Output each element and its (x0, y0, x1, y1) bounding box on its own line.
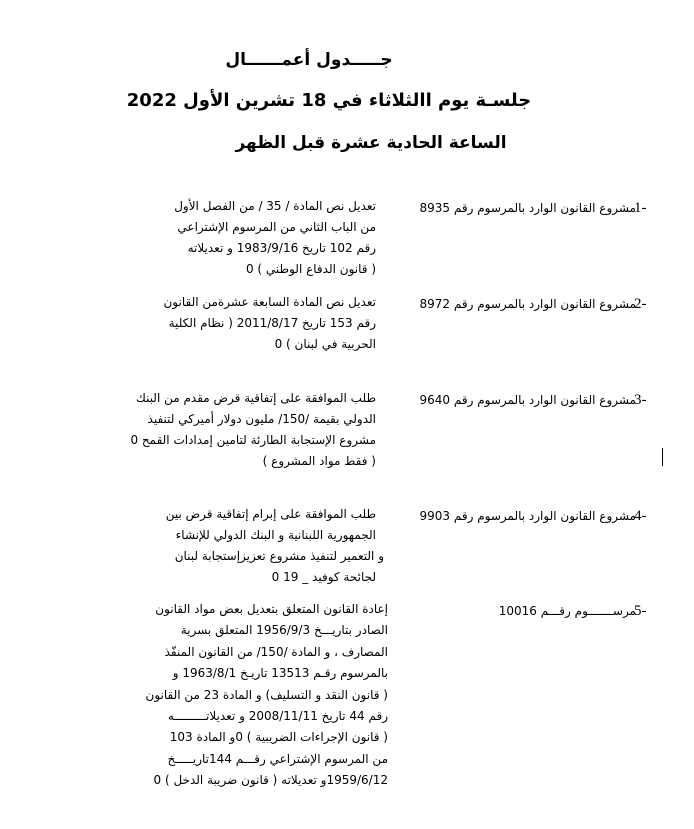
description-line: 1959/6/12و تعديلاته ( قانون ضريبة الدخل ) 0 (153, 773, 388, 788)
description-line: رقم 153 تاريخ 2011/8/17 ( نظام الكلية (168, 316, 376, 330)
text-cursor (662, 448, 663, 466)
item-number: 5- (634, 603, 647, 619)
item-label: مشروع القانون الوارد بالمرسوم رقم 8972 (419, 297, 636, 311)
description-line: مشروع الإستجابة الطارئة لتامين إمدادات القمح 0 (130, 433, 376, 447)
description-line: تعديل نص المادة السابعة عشرةمن القانون (163, 295, 376, 309)
description-line: من المرسوم الإشتراعي رقـــم 144تاريـــــخ (167, 751, 388, 766)
description-line: ( قانون النقد و التسليف) و المادة 23 من القانون (145, 687, 388, 702)
item-description (76, 388, 376, 472)
item-description (76, 292, 376, 355)
description-line: طلب الموافقة على إبرام إتفاقية قرض بين (165, 507, 376, 521)
description-line: طلب الموافقة على إتفاقية قرض مقدم من البنك (135, 391, 376, 405)
item-label: مرســـــــوم رقـــم 10016 (498, 604, 636, 618)
item-label: مشروع القانون الوارد بالمرسوم رقم 9640 (419, 393, 636, 407)
item-number: 1- (634, 200, 647, 216)
description-line: الحربية في لبنان ) 0 (274, 337, 376, 351)
item-description (76, 504, 384, 588)
description-line: الجمهورية اللبنانية و البنك الدولي للإنشاء (175, 528, 376, 542)
session-date-heading: جلسـة يوم االثلاثاء في 18 تشرين الأول 2022 (126, 90, 532, 111)
description-line: الدولي بقيمة /150/ مليون دولار أميركي لتنفيذ (147, 412, 376, 426)
description-line: الصادر بتاريـــخ 1956/9/3 المتعلق بسرية (180, 623, 388, 638)
item-number: 2- (634, 296, 647, 312)
description-line: من الباب الثاني من المرسوم الإشتراعي (177, 220, 376, 234)
item-number: 4- (634, 508, 647, 524)
description-line: بالمرسوم رقـم 13513 تاريـخ 1963/8/1 و (172, 666, 388, 681)
description-line: رقم 44 تاريخ 2008/11/11 و تعديلاتـــــــــه (167, 709, 388, 724)
session-time-heading: الساعة الحادية عشرة قبل الظهر (235, 133, 507, 153)
item-label: مشروع القانون الوارد بالمرسوم رقم 9903 (419, 509, 636, 523)
description-line: ( فقط مواد المشروع ) (262, 454, 376, 468)
item-description (48, 599, 388, 792)
item-description (76, 196, 376, 280)
description-line: رقم 102 تاريخ 1983/9/16 و تعديلاته (187, 241, 376, 255)
description-line: تعديل نص المادة / 35 / من الفصل الأول (174, 199, 376, 213)
description-line: ( قانون الدفاع الوطني ) 0 (245, 262, 376, 276)
description-line: ( قانون الإجراءات الضريبية ) 0و المادة 103 (169, 730, 388, 745)
description-line: المصارف ، و المادة /150/ من القانون المنفّذ (164, 644, 388, 659)
item-label: مشروع القانون الوارد بالمرسوم رقم 8935 (419, 201, 636, 215)
item-number: 3- (634, 392, 647, 408)
description-line: و التعمير لتنفيذ مشروع تعزيزإستجابة لبنان (174, 549, 384, 563)
description-line: إعادة القانون المتعلق بتعديل بعض مواد القانون (155, 602, 388, 616)
description-line: لجائحة كوفيد _ 19 0 (271, 570, 376, 584)
agenda-heading: جـــــدول أعمــــــال (225, 50, 393, 70)
